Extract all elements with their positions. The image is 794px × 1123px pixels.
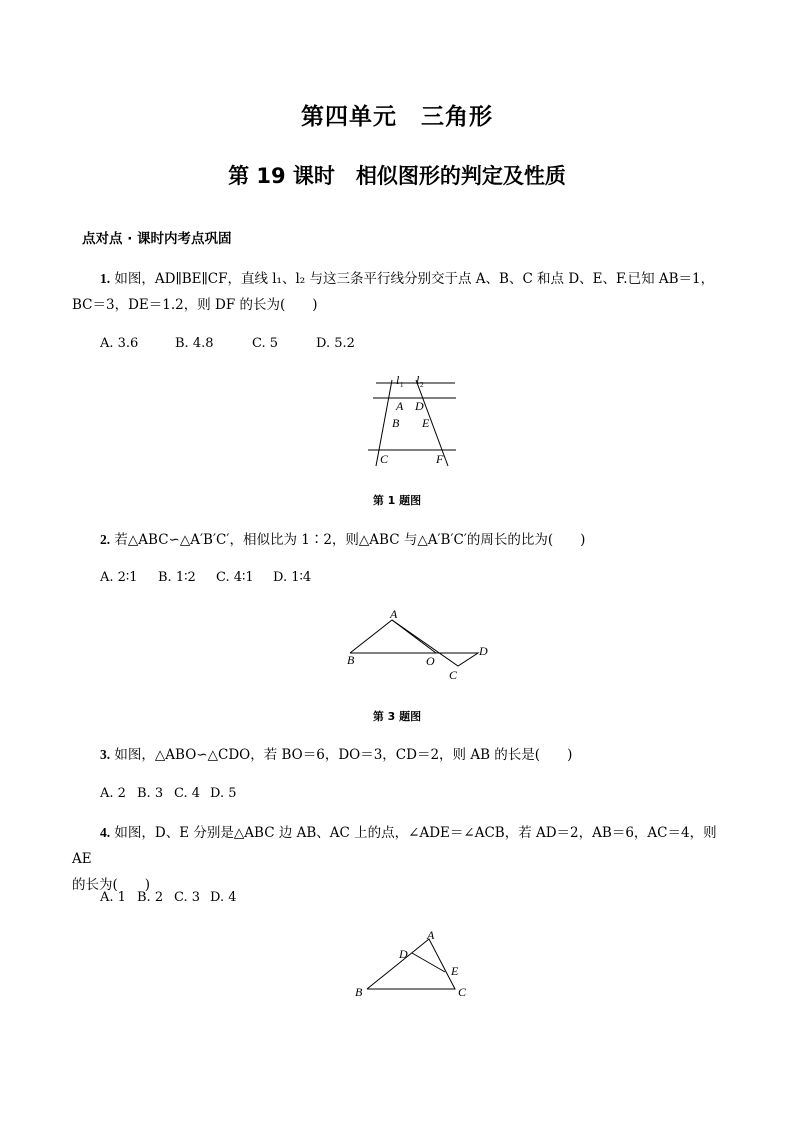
label-D: D [415,399,424,413]
figure-1 [360,370,470,470]
question-text: 如图，△ABO∽△CDO，若 BO＝6，DO＝3，CD＝2，则 AB 的长是( ) [114,747,573,763]
option-a[interactable]: A. 2∶1 [100,570,138,585]
label-A: A [390,607,398,621]
question-number: 3. [100,747,111,762]
question-1 [72,266,732,318]
option-a[interactable]: A. 1 [100,890,126,905]
figure-1-caption: 第 1 题图 [372,494,422,507]
option-c[interactable]: C. 4 [174,786,201,801]
option-c[interactable]: C. 4∶1 [216,570,254,585]
section-heading: 点对点 · 课时内考点巩固 [82,231,232,247]
option-d[interactable]: D. 5 [210,786,237,801]
label-l2-subscript: 2 [420,381,424,389]
label-C: C [449,668,458,682]
label-E: E [451,964,459,978]
label-D: D [399,947,408,961]
question-4 [72,820,732,898]
unit-title: 第四单元 三角形 [301,104,493,130]
options-3 [100,786,237,801]
label-l1: l [396,373,400,387]
figure-4 [345,925,475,1005]
label-A: A [427,928,435,942]
option-c[interactable]: C. 3 [174,890,201,905]
label-B: B [392,416,400,430]
label-F: F [436,452,444,466]
options-4 [100,890,237,905]
option-b[interactable]: B. 1∶2 [158,570,196,585]
question-number: 2. [100,532,111,547]
option-d[interactable]: D. 5.2 [316,336,355,351]
label-C: C [458,985,467,999]
label-B: B [347,653,355,667]
label-E: E [422,416,430,430]
option-d[interactable]: D. 4 [210,890,237,905]
question-number: 1. [100,271,111,286]
label-D: D [479,644,488,658]
option-b[interactable]: B. 4.8 [175,336,214,351]
label-A: A [396,399,404,413]
option-b[interactable]: B. 2 [137,890,164,905]
question-text-continued: 的长为( ) [72,877,151,893]
lesson-title: 第 19 课时 相似图形的判定及性质 [228,164,566,188]
options-2 [100,570,311,585]
option-b[interactable]: B. 3 [137,786,164,801]
option-a[interactable]: A. 3.6 [100,336,139,351]
question-3 [72,742,732,768]
question-text: 若△ABC∽△A′B′C′，相似比为 1∶2，则△ABC 与△A′B′C′的周长的比为( ) [114,532,586,548]
question-text-continued: BC＝3，DE＝1.2，则 DF 的长为( ) [72,297,318,313]
label-B: B [355,985,363,999]
question-text: 如图，AD∥BE∥CF，直线 l₁、l₂ 与这三条平行线分别交于点 A、B、C 和点 D、E、F.已知 AB＝1， [114,271,715,287]
option-c[interactable]: C. 5 [252,336,279,351]
label-O: O [426,654,435,668]
figure-3 [340,605,500,690]
options-1 [100,336,355,351]
question-number: 4. [100,825,111,840]
question-text: 如图，D、E 分别是△ABC 边 AB、AC 上的点，∠ADE＝∠ACB，若 AD＝2，AB＝6，AC＝4，则 AE [72,825,717,867]
option-a[interactable]: A. 2 [100,786,126,801]
label-l2: l [416,373,420,387]
figure-3-caption: 第 3 题图 [372,710,422,723]
option-d[interactable]: D. 1∶4 [273,570,312,585]
question-2 [72,527,732,553]
label-C: C [380,452,389,466]
label-l1-subscript: 1 [400,381,404,389]
